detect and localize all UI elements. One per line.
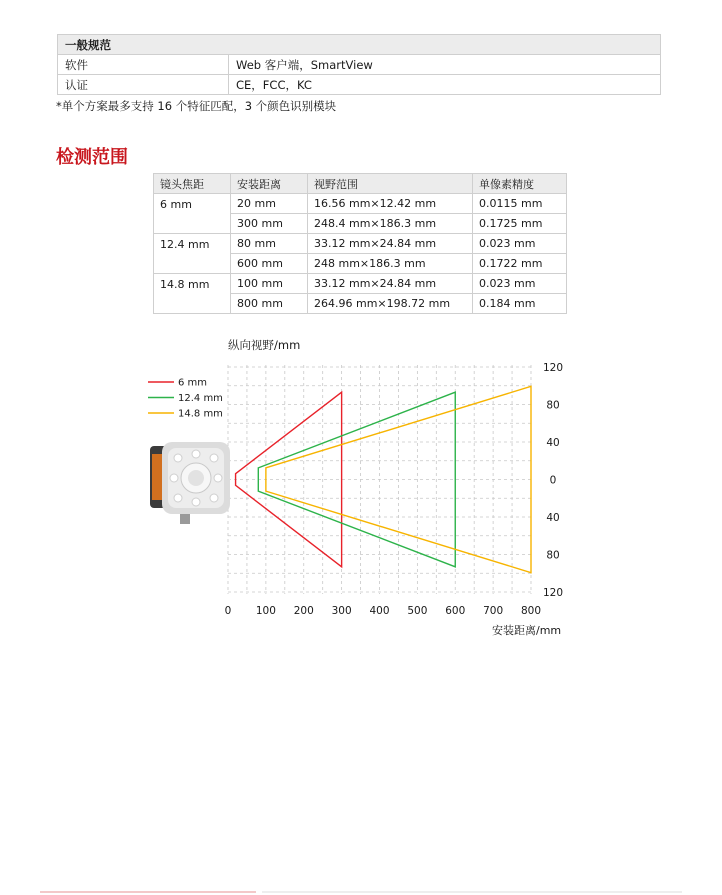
table-cell: 33.12 mm×24.84 mm: [308, 234, 473, 254]
column-header: 安装距离: [231, 174, 308, 194]
x-tick-label: 800: [520, 605, 542, 617]
table-cell: 16.56 mm×12.42 mm: [308, 194, 473, 214]
x-tick-label: 600: [445, 605, 466, 617]
section-title: 检测范围: [56, 147, 128, 168]
y-tick-label: 40: [546, 437, 560, 449]
x-tick-label: 300: [331, 605, 352, 617]
table-row: [154, 274, 567, 294]
field-of-view-chart: [140, 330, 590, 645]
table-cell: 100 mm: [231, 274, 308, 294]
table-cell: 600 mm: [231, 254, 308, 274]
table-cell: 0.023 mm: [473, 274, 567, 294]
footer-divider: [262, 891, 682, 893]
table-cell: 0.1725 mm: [473, 214, 567, 234]
x-tick-label: 700: [483, 605, 504, 617]
table-row: [58, 55, 661, 75]
y-tick-label: 0: [549, 474, 557, 487]
y-tick-label: 120: [542, 362, 564, 374]
table-cell: 80 mm: [231, 234, 308, 254]
y-tick-label: 80: [546, 399, 560, 412]
table-row: [58, 75, 661, 95]
x-tick-label: 100: [255, 605, 276, 617]
x-axis-label: 安装距离/mm: [492, 624, 562, 637]
table-cell: 800 mm: [231, 294, 308, 314]
footer-divider: [40, 891, 256, 893]
table-cell: 33.12 mm×24.84 mm: [308, 274, 473, 294]
x-tick-label: 500: [407, 605, 428, 617]
table-cell: 20 mm: [231, 194, 308, 214]
chart-legend: [148, 378, 223, 420]
table-cell: 300 mm: [231, 214, 308, 234]
table-cell: 0.1722 mm: [473, 254, 567, 274]
detection-range-table: [153, 173, 567, 314]
table-cell: 248.4 mm×186.3 mm: [308, 214, 473, 234]
focal-cell: 14.8 mm: [154, 274, 231, 314]
x-tick-label: 200: [293, 605, 314, 617]
table-cell: 264.96 mm×198.72 mm: [308, 294, 473, 314]
y-tick-label: 120: [542, 587, 564, 599]
spec-header: 一般规范: [58, 35, 661, 55]
spec-note: *单个方案最多支持 16 个特征匹配，3 个颜色识别模块: [56, 99, 337, 113]
y-axis-label: 纵向视野/mm: [228, 338, 301, 352]
focal-cell: 6 mm: [154, 194, 231, 234]
camera-image: [150, 442, 230, 524]
column-header: 镜头焦距: [154, 174, 231, 194]
legend-label: 14.8 mm: [178, 408, 223, 420]
y-tick-label: 80: [546, 549, 560, 562]
spec-value-software: Web 客户端，SmartView: [229, 55, 661, 75]
column-header: 单像素精度: [473, 174, 567, 194]
chart-grid: [228, 365, 531, 594]
column-header: 视野范围: [308, 174, 473, 194]
table-header-row: [154, 174, 567, 194]
table-row: [154, 234, 567, 254]
table-row: [154, 194, 567, 214]
legend-label: 12.4 mm: [178, 393, 223, 404]
table-cell: 0.023 mm: [473, 234, 567, 254]
focal-cell: 12.4 mm: [154, 234, 231, 274]
spec-label-software: 软件: [58, 55, 229, 75]
spec-label-cert: 认证: [58, 75, 229, 95]
legend-label: 6 mm: [178, 377, 208, 389]
spec-value-cert: CE，FCC，KC: [229, 75, 661, 95]
chart-ticks: [225, 362, 563, 617]
x-tick-label: 0: [224, 605, 232, 617]
x-tick-label: 400: [369, 605, 390, 617]
general-spec-table: [57, 34, 661, 95]
table-cell: 0.0115 mm: [473, 194, 567, 214]
table-cell: 0.184 mm: [473, 294, 567, 314]
table-cell: 248 mm×186.3 mm: [308, 254, 473, 274]
y-tick-label: 40: [546, 512, 560, 524]
